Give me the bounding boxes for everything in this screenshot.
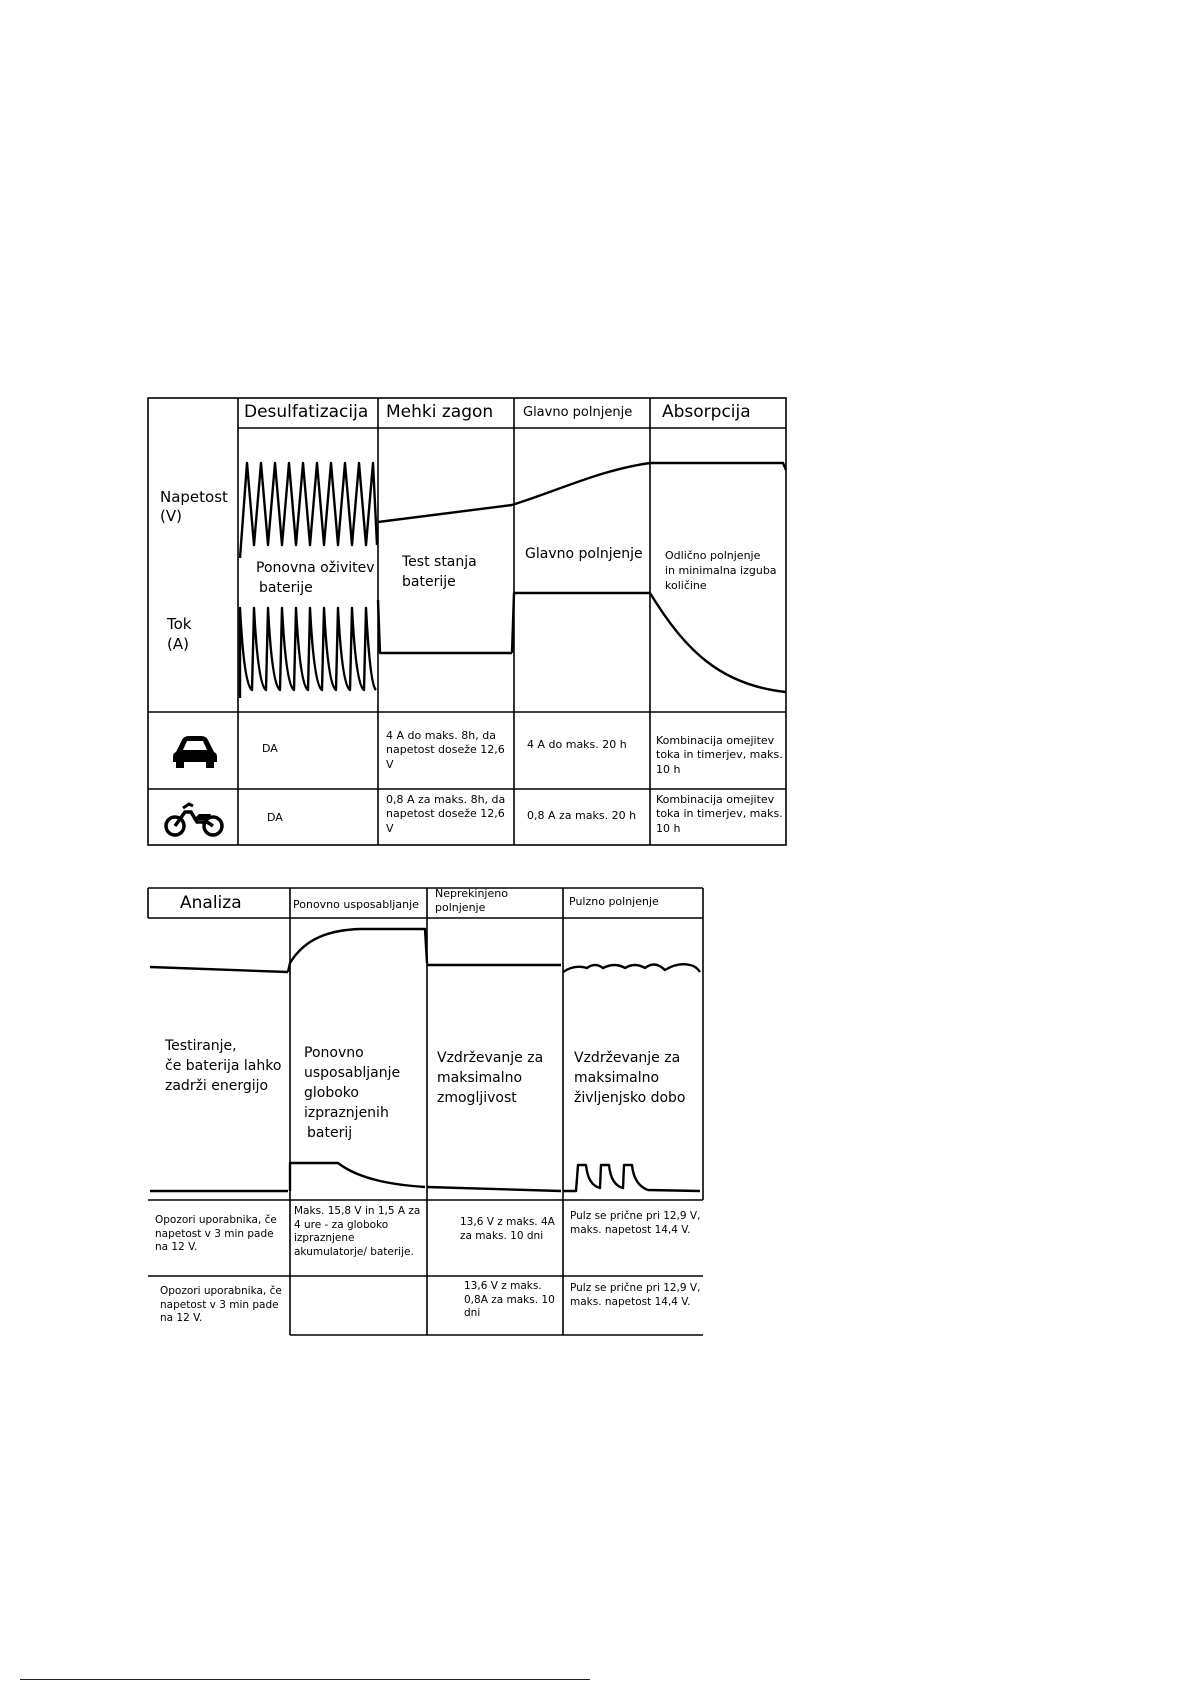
table2-row1-reconditioning-cell: Maks. 15,8 V in 1,5 A za 4 ure - za globoko izpraznjene akumulatorje/ baterije. (294, 1205, 421, 1258)
page-bottom-rule (20, 1679, 590, 1680)
current-axis-unit: (A) (167, 635, 189, 653)
reconditioning-note-line4: izpraznjenih (304, 1105, 389, 1121)
pulse-charge-note-line3: življenjsko dobo (574, 1090, 686, 1106)
table1-header-main-charge: Glavno polnjenje (523, 405, 633, 420)
soft-start-note-line1: Test stanja (402, 554, 477, 570)
table2-row2-analysis-cell: Opozori uporabnika, če napetost v 3 min pade na 12 V. (160, 1285, 282, 1325)
reconditioning-voltage-curve (288, 929, 427, 972)
table2-header-float-charge: Neprekinjeno polnjenje (435, 887, 508, 914)
pulse-charge-current-pulses (563, 1165, 700, 1191)
analysis-note-line3: zadrži energijo (165, 1078, 269, 1094)
soft-start-note-line2: baterije (402, 574, 456, 590)
table2-row2-pulse-cell: Pulz se prične pri 12,9 V, maks. napetost 14,4 V. (570, 1282, 701, 1308)
car-main-charge-cell: 4 A do maks. 20 h (527, 738, 627, 751)
voltage-axis-unit: (V) (160, 507, 182, 525)
float-charge-note-line3: zmogljivost (437, 1090, 517, 1106)
pulse-charge-voltage-ripple (563, 964, 700, 972)
table1-header-desulfation: Desulfatizacija (244, 402, 369, 422)
table1-header-absorption: Absorpcija (662, 402, 751, 422)
table2-header-reconditioning: Ponovno usposabljanje (293, 898, 419, 911)
float-charge-current-line (427, 1187, 561, 1191)
main-charge-note: Glavno polnjenje (525, 546, 643, 562)
table2-row1-pulse-cell: Pulz se prične pri 12,9 V, maks. napetost 14,4 V. (570, 1210, 701, 1236)
voltage-axis-label: Napetost (160, 488, 228, 506)
moto-main-charge-cell: 0,8 A za maks. 20 h (527, 809, 637, 822)
absorption-note-line1: Odlično polnjenje (665, 549, 761, 562)
desulfation-note-line2: baterije (259, 580, 313, 596)
table2-row2-float-cell: 13,6 V z maks. 0,8A za maks. 10 dni (464, 1280, 555, 1320)
table2-header-analysis: Analiza (180, 893, 242, 913)
reconditioning-note-line3: globoko (304, 1085, 359, 1101)
analysis-voltage-line (150, 967, 288, 972)
absorption-note-line3: količine (665, 579, 707, 592)
pulse-charge-note-line2: maksimalno (574, 1070, 660, 1086)
table1-header-soft-start: Mehki zagon (386, 402, 494, 422)
float-charge-note-line1: Vzdrževanje za (437, 1050, 544, 1066)
current-axis-label: Tok (167, 615, 192, 633)
reconditioning-note-line1: Ponovno (304, 1045, 364, 1061)
table2-row1-analysis-cell: Opozori uporabnika, če napetost v 3 min pade na 12 V. (155, 1214, 277, 1254)
pulse-charge-note-line1: Vzdrževanje za (574, 1050, 681, 1066)
table2-row1-float-cell: 13,6 V z maks. 4A za maks. 10 dni (460, 1216, 555, 1242)
float-charge-note-line2: maksimalno (437, 1070, 523, 1086)
moto-absorption-cell: Kombinacija omejitev toka in timerjev, maks. 10 h (656, 793, 783, 835)
absorption-note-line2: in minimalna izguba (665, 564, 777, 577)
car-soft-start-cell: 4 A do maks. 8h, da napetost doseže 12,6 V (386, 729, 505, 771)
moto-desulfation-cell: DA (267, 811, 283, 824)
table2-header-pulse-charge: Pulzno polnjenje (569, 895, 659, 908)
reconditioning-note-line2: usposabljanje (304, 1065, 401, 1081)
car-absorption-cell: Kombinacija omejitev toka in timerjev, maks. 10 h (656, 734, 783, 776)
analysis-note-line2: če baterija lahko (165, 1058, 282, 1074)
moto-soft-start-cell: 0,8 A za maks. 8h, da napetost doseže 12,6 V (386, 793, 506, 835)
car-desulfation-cell: DA (262, 742, 278, 755)
reconditioning-current-curve (290, 1163, 425, 1191)
desulfation-note-line1: Ponovna oživitev (256, 560, 375, 576)
analysis-note-line1: Testiranje, (165, 1038, 237, 1054)
reconditioning-note-line5: baterij (307, 1125, 353, 1141)
